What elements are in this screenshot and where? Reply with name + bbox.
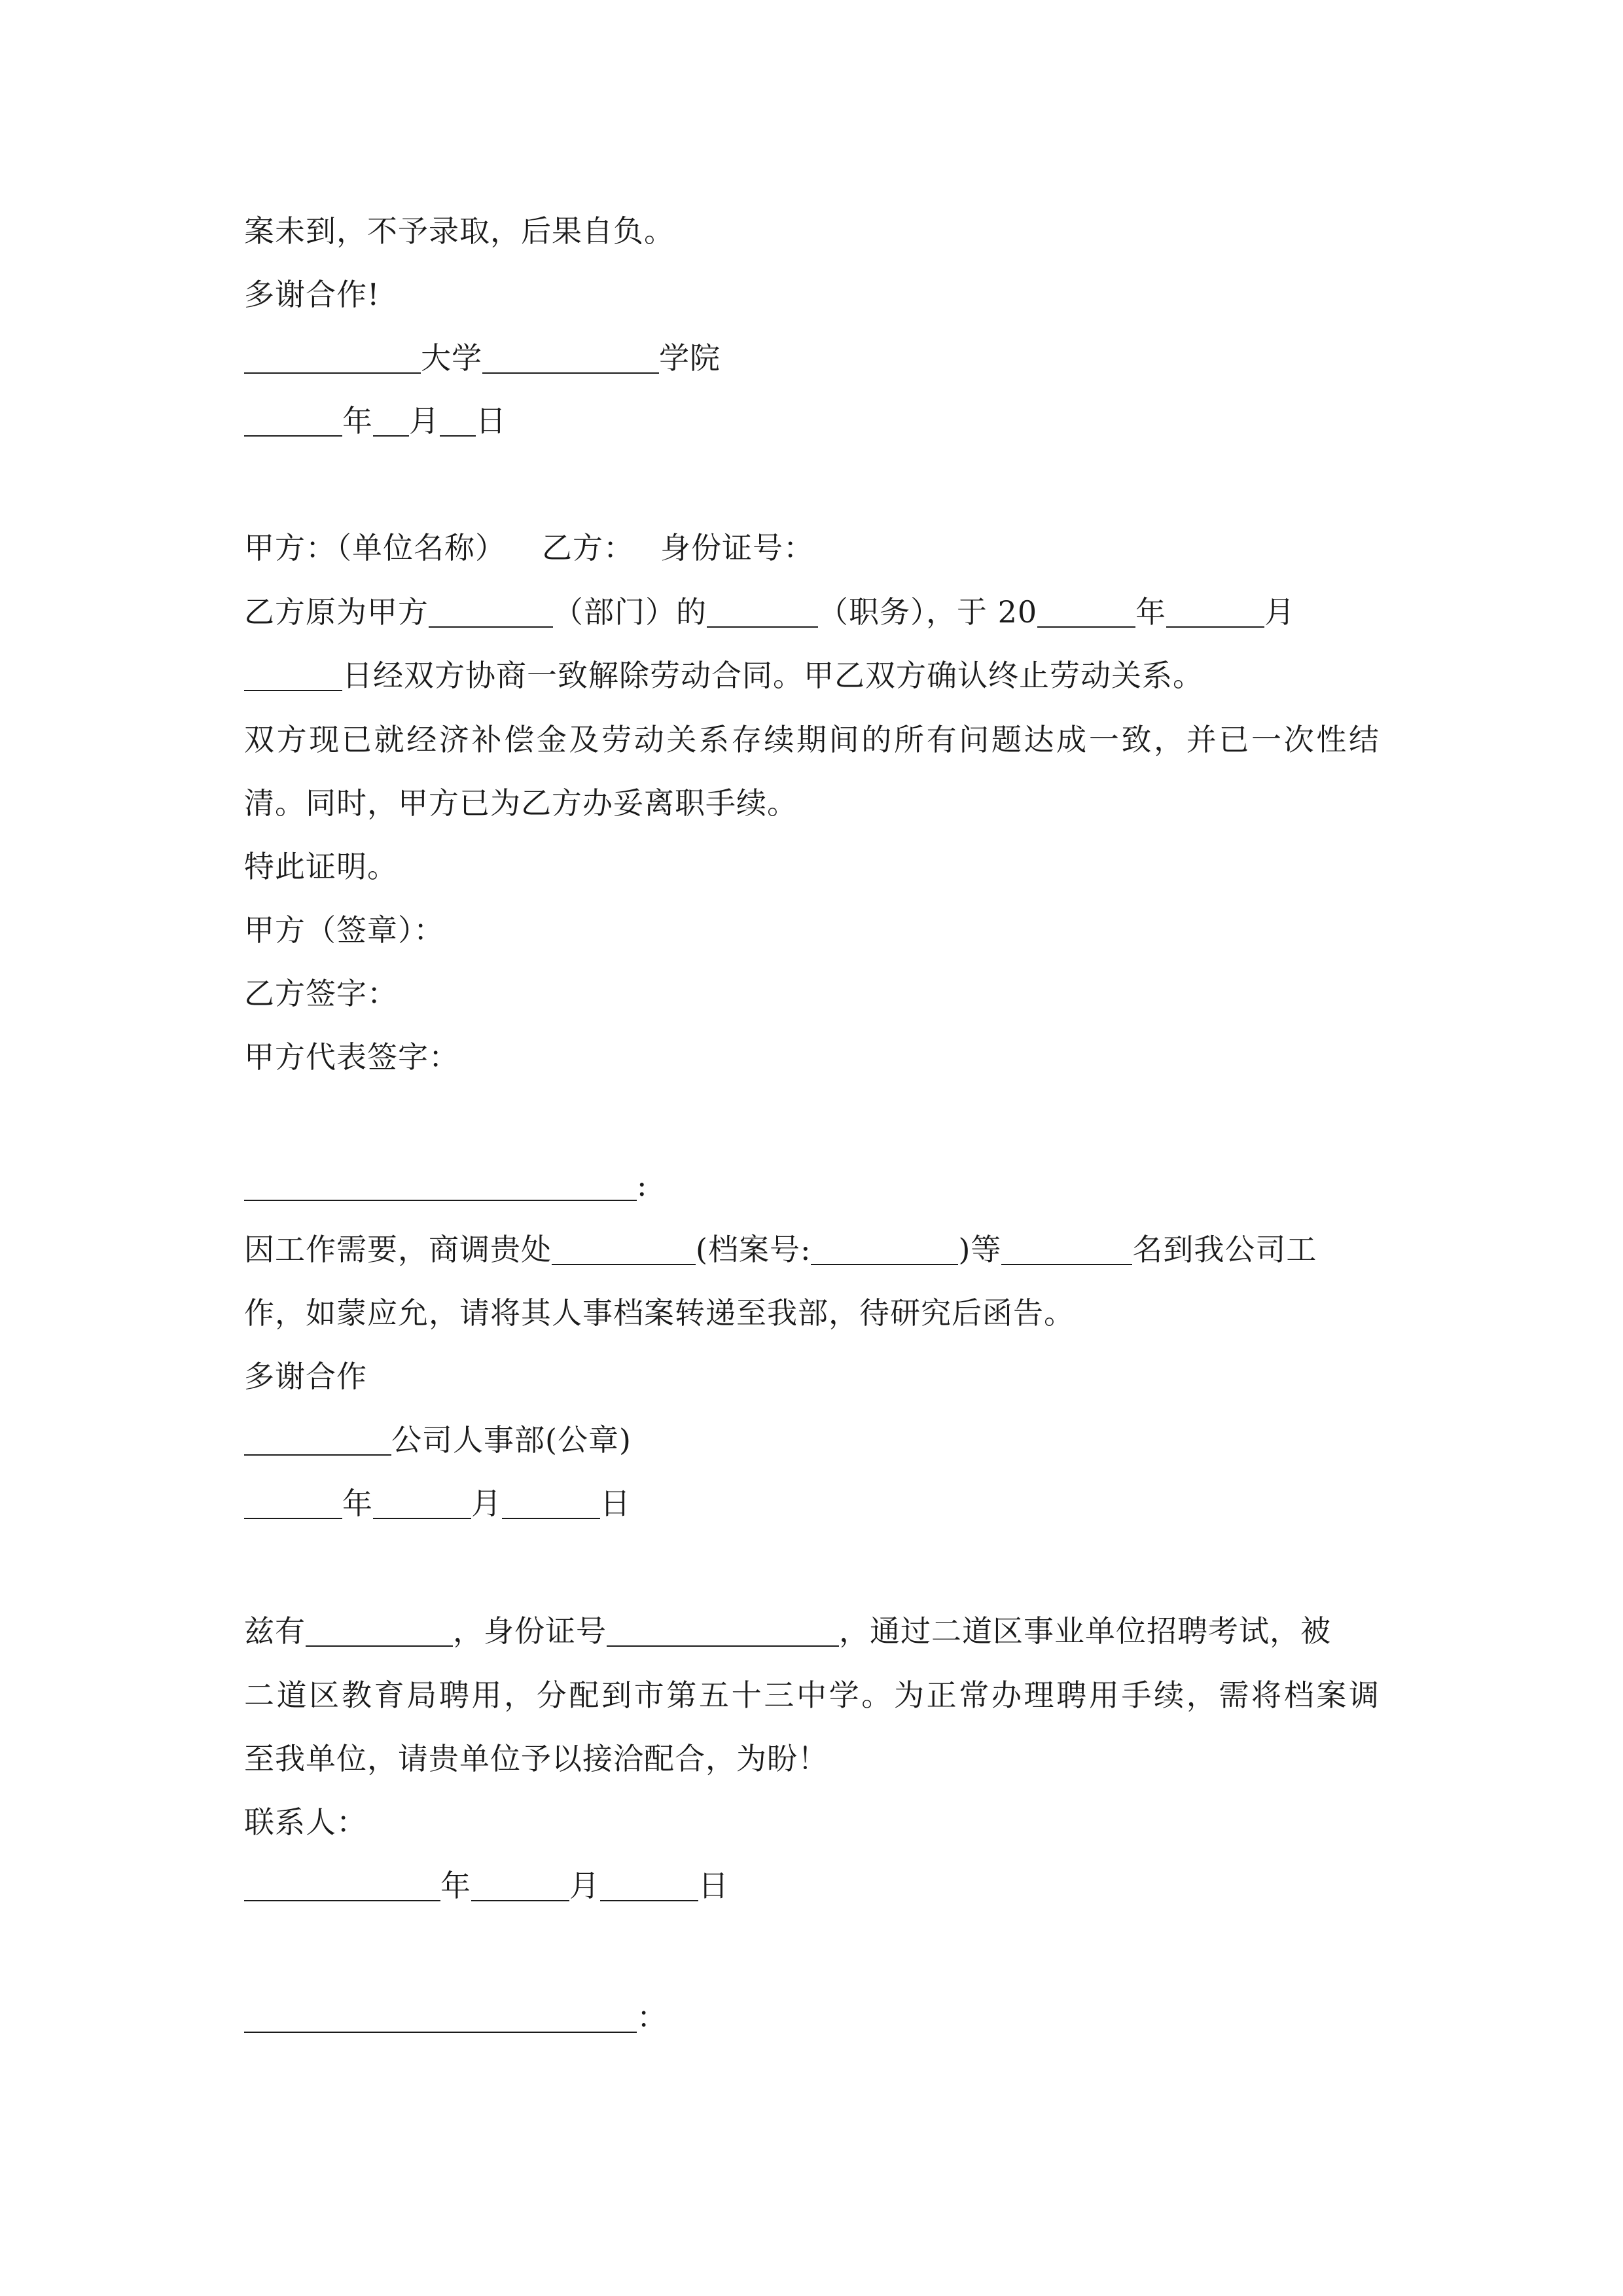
s2-sign-party-b: 乙方签字： [244,976,398,1011]
body1-text-c: )等 [958,1232,1002,1267]
blank-month [471,1870,569,1901]
day-label: 日 [698,1868,729,1903]
college-label: 学院 [659,340,721,376]
blank-position [707,596,818,628]
blank-day [600,1870,698,1901]
party-b-label: 乙方： [542,530,634,565]
body1-month-label: 月 [1264,594,1296,630]
s3-body-line2: 作，如蒙应允，请将其人事档案转递至我部，待研究后函告。 [244,1295,1075,1331]
s2-body-line3: 双方现已就经济补偿金及劳动关系存续期间的所有问题达成一致，并已一次性结 [244,722,1380,757]
s2-sign-representative: 甲方代表签字： [244,1039,459,1075]
addressee-colon: : [637,1168,648,1203]
addressee-colon: ： [637,2000,668,2035]
body1-text-a: 兹有 [244,1613,306,1649]
s2-body-line1 [244,592,1295,632]
day-label: 日 [476,403,507,439]
s2-sign-party-a: 甲方（签章）： [244,912,444,948]
blank-month [373,405,409,437]
body1-text-d: 名到我公司工 [1132,1232,1317,1267]
s2-body-line2 [244,656,1204,695]
s4-contact: 联系人： [244,1804,367,1840]
blank-addressee [244,1170,637,1201]
blank-year [1037,596,1135,628]
day-label: 日 [600,1486,631,1521]
s4-addressee-line [244,1998,668,2037]
body1-text-position: （职务），于 20 [818,594,1038,630]
s1-signature-line [244,338,721,378]
party-a-label: 甲方：（单位名称） [244,530,506,565]
body1-text-c: ，通过二道区事业单位招聘考试，被 [839,1613,1331,1649]
university-label: 大学 [421,340,482,376]
s1-line1: 案未到，不予录取，后果自负。 [244,213,675,249]
body1-text-b: (档案号: [696,1232,812,1267]
blank-day [502,1488,600,1519]
body1-text-a: 乙方原为甲方 [244,594,429,630]
s2-parties-line [244,528,814,567]
body1-text-a: 因工作需要，商调贵处 [244,1232,552,1267]
body2-text: 日经双方协商一致解除劳动合同。甲乙双方确认终止劳动关系。 [342,658,1204,693]
blank-day [440,405,476,437]
s4-body-line1 [244,1611,1331,1651]
s2-body-line4: 清。同时，甲方已为乙方办妥离职手续。 [244,785,798,821]
blank-college [482,342,659,374]
blank-id-number [607,1615,839,1647]
s4-body-line2: 二道区教育局聘用，分配到市第五十三中学。为正常办理聘用手续，需将档案调 [244,1677,1380,1713]
blank-year [244,1488,342,1519]
blank-archive-number [811,1234,958,1265]
blank-department [429,596,553,628]
blank-day [244,660,342,691]
blank-addressee [244,2001,637,2033]
month-label: 月 [409,403,440,439]
body1-year-label: 年 [1135,594,1167,630]
blank-company [244,1424,391,1456]
s2-certify: 特此证明。 [244,849,398,884]
s3-date-line [244,1484,631,1523]
blank-unit [552,1234,696,1265]
month-label: 月 [569,1868,600,1903]
blank-name [306,1615,453,1647]
s3-seal-line [244,1420,632,1460]
id-number-label: 身份证号： [660,530,814,565]
s1-date-line [244,401,507,440]
s4-date-line [244,1866,729,1905]
year-label: 年 [342,1486,373,1521]
blank-year [244,405,342,437]
body1-text-dept: （部门）的 [553,594,707,630]
body1-text-b: ，身份证号 [453,1613,607,1649]
s3-body-line1 [244,1230,1317,1269]
blank-month [1166,596,1264,628]
year-label: 年 [342,403,373,439]
blank-count [1001,1234,1132,1265]
month-label: 月 [471,1486,502,1521]
year-label: 年 [440,1868,471,1903]
blank-university [244,342,421,374]
seal-label: 公司人事部(公章) [391,1422,632,1458]
s3-addressee-line [244,1166,648,1205]
s1-thanks: 多谢合作! [244,277,380,312]
s4-body-line3: 至我单位，请贵单位予以接洽配合，为盼！ [244,1741,829,1776]
blank-year [244,1870,440,1901]
blank-month [373,1488,471,1519]
s3-thanks: 多谢合作 [244,1359,367,1394]
